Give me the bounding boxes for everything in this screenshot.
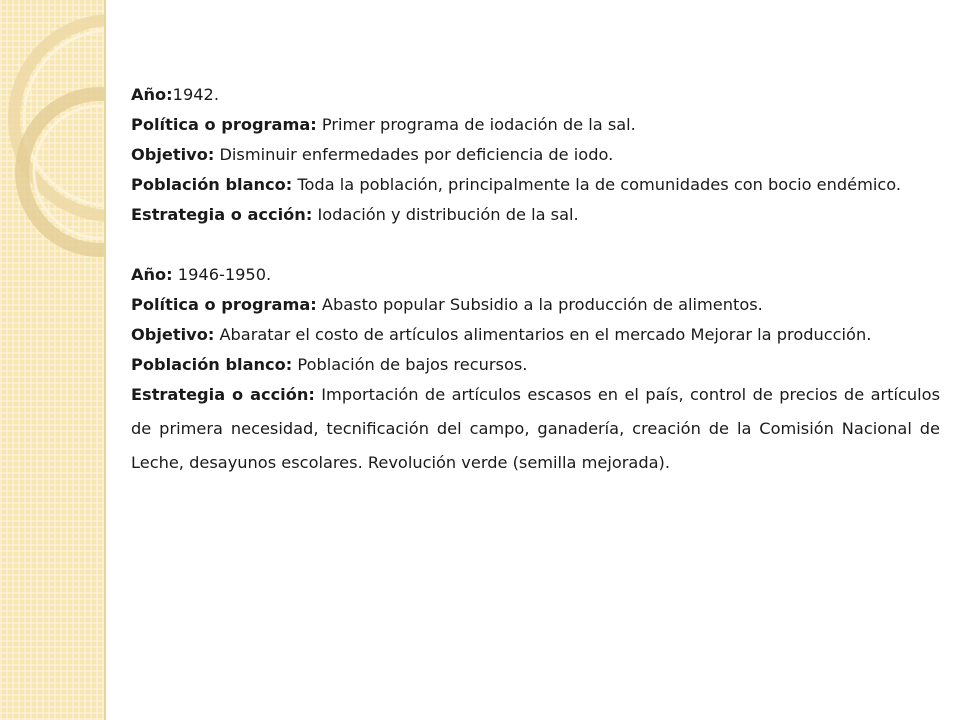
- poblacion-value: Toda la población, principalmente la de comunidades con bocio endémico.: [292, 175, 902, 194]
- objetivo-line: [131, 140, 940, 170]
- estrategia-line: [131, 378, 940, 480]
- estrategia-line: [131, 200, 940, 230]
- estrategia-value: Iodación y distribución de la sal.: [312, 205, 579, 224]
- poblacion-line: [131, 170, 940, 200]
- poblacion-value: Población de bajos recursos.: [292, 355, 528, 374]
- objetivo-value: Abaratar el costo de artículos alimentarios en el mercado Mejorar la producción.: [214, 325, 872, 344]
- objetivo-label: Objetivo:: [131, 325, 215, 344]
- entry-block-1946-1950: [131, 260, 940, 480]
- objetivo-line: [131, 320, 940, 350]
- politica-value: Primer programa de iodación de la sal.: [316, 115, 636, 134]
- decorative-side-band: [0, 0, 104, 720]
- poblacion-label: Población blanco:: [131, 355, 293, 374]
- anio-label: Año:: [131, 85, 173, 104]
- anio-value: 1942.: [172, 85, 219, 104]
- slide-content: [131, 80, 940, 480]
- objetivo-label: Objetivo:: [131, 145, 215, 164]
- band-edge-divider: [104, 0, 106, 720]
- politica-line: [131, 110, 940, 140]
- politica-label: Política o programa:: [131, 115, 317, 134]
- anio-label: Año:: [131, 265, 173, 284]
- entry-block-1942: [131, 80, 940, 230]
- decorative-rings: [0, 0, 104, 720]
- politica-label: Política o programa:: [131, 295, 317, 314]
- poblacion-line: [131, 350, 940, 380]
- politica-value: Abasto popular Subsidio a la producción de alimentos.: [316, 295, 763, 314]
- estrategia-label: Estrategia o acción:: [131, 205, 313, 224]
- poblacion-label: Población blanco:: [131, 175, 293, 194]
- anio-value: 1946-1950.: [172, 265, 272, 284]
- estrategia-value: Importación de artículos escasos en el país, control de precios de artículos de primera necesidad, tecnificación del campo, ganadería, creación de la Comisión Nacional de Leche, desayunos escolares. Revolución verde (semilla mejorada).: [131, 385, 940, 472]
- anio-line: [131, 260, 940, 290]
- objetivo-value: Disminuir enfermedades por deficiencia de iodo.: [214, 145, 614, 164]
- politica-line: [131, 290, 940, 320]
- estrategia-label: Estrategia o acción:: [131, 385, 315, 404]
- anio-line: [131, 80, 940, 110]
